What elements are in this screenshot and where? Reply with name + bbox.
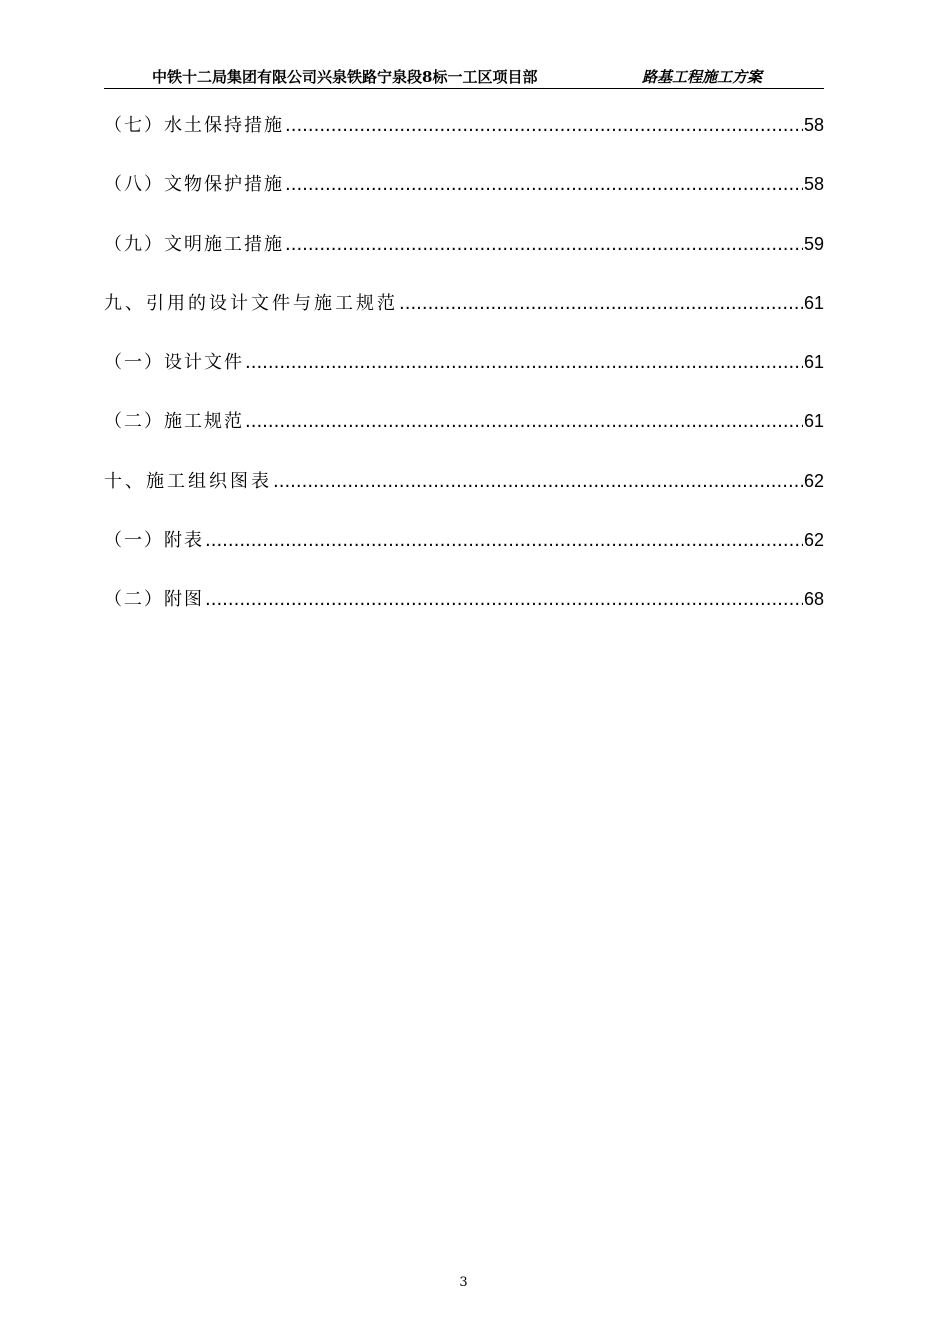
toc-entry-page: 62 xyxy=(803,530,824,551)
toc-entry[interactable] xyxy=(104,526,824,585)
toc-entry-label: （九）文明施工措施 xyxy=(104,233,284,255)
toc-dot-leader xyxy=(245,349,803,377)
toc-entry[interactable] xyxy=(104,585,824,644)
toc-entry-page: 58 xyxy=(803,174,824,195)
toc-dot-leader xyxy=(399,290,803,318)
toc-entry[interactable] xyxy=(104,289,824,348)
toc-dot-leader xyxy=(205,527,803,555)
toc-dot-leader xyxy=(245,408,803,436)
toc-entry[interactable] xyxy=(104,230,824,289)
header-rule xyxy=(104,88,824,89)
table-of-contents xyxy=(104,111,824,645)
toc-dot-leader xyxy=(273,468,803,496)
toc-entry-label: 九、引用的设计文件与施工规范 xyxy=(104,292,398,314)
toc-entry[interactable] xyxy=(104,407,824,466)
toc-entry[interactable] xyxy=(104,467,824,526)
toc-dot-leader xyxy=(205,586,803,614)
toc-entry-page: 61 xyxy=(803,352,824,373)
toc-entry-label: （一）附表 xyxy=(104,530,204,552)
toc-entry[interactable] xyxy=(104,111,824,170)
toc-entry-page: 59 xyxy=(803,233,824,254)
header-organization: 中铁十二局集团有限公司兴泉铁路宁泉段8标一工区项目部 xyxy=(152,68,538,86)
toc-entry-label: （八）文物保护措施 xyxy=(104,174,284,196)
toc-entry[interactable] xyxy=(104,170,824,229)
toc-entry-page: 61 xyxy=(803,411,824,432)
toc-entry-label: 十、施工组织图表 xyxy=(104,470,272,492)
toc-entry-label: （七）水土保持措施 xyxy=(104,115,284,136)
toc-dot-leader xyxy=(285,231,803,259)
toc-entry-page: 61 xyxy=(803,292,824,313)
toc-entry-label: （二）施工规范 xyxy=(104,411,244,433)
page-header xyxy=(104,66,824,90)
header-document-title: 路基工程施工方案 xyxy=(642,68,763,86)
toc-entry-page: 58 xyxy=(803,115,824,135)
page-number: 3 xyxy=(459,1275,468,1290)
toc-dot-leader xyxy=(285,112,803,140)
toc-entry-label: （一）设计文件 xyxy=(104,352,244,374)
toc-entry[interactable] xyxy=(104,348,824,407)
toc-entry-page: 68 xyxy=(803,589,824,610)
toc-dot-leader xyxy=(285,171,803,199)
toc-entry-label: （二）附图 xyxy=(104,589,204,611)
toc-entry-page: 62 xyxy=(803,470,824,491)
